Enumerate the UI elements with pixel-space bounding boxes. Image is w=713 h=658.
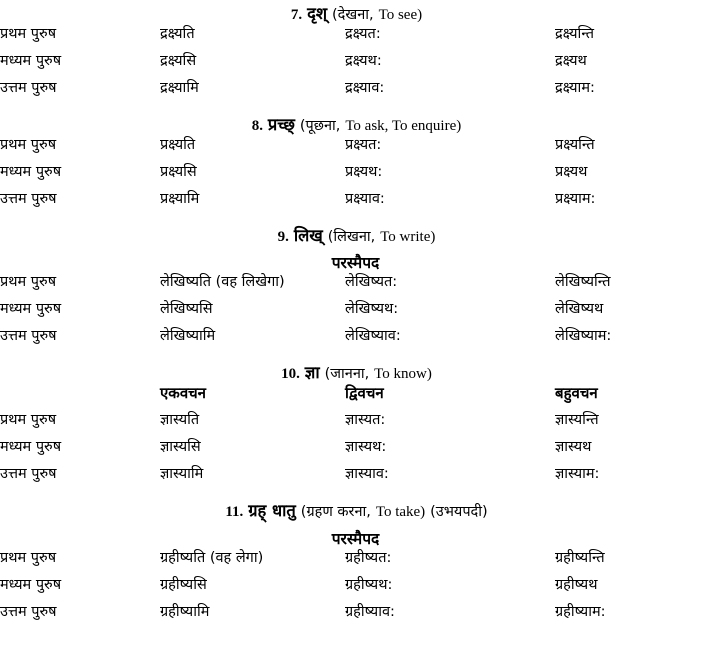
form-plural: द्रक्ष्याम: bbox=[555, 79, 595, 96]
table-row bbox=[0, 440, 713, 467]
section-heading bbox=[0, 222, 713, 249]
form-dual: द्रक्ष्यथ: bbox=[345, 52, 382, 69]
section-number: 8. bbox=[251, 117, 263, 134]
table-row bbox=[0, 302, 713, 329]
form-plural: ग्रहीष्यथ bbox=[555, 576, 598, 593]
form-singular: द्रक्ष्यामि bbox=[160, 79, 199, 96]
table-row bbox=[0, 27, 713, 54]
form-dual: प्रक्ष्यथ: bbox=[345, 163, 383, 180]
form-dual: प्रक्ष्यत: bbox=[345, 136, 382, 153]
person-label: मध्यम पुरुष bbox=[0, 439, 62, 455]
section-number: 9. bbox=[277, 228, 289, 245]
form-dual: द्रक्ष्याव: bbox=[345, 79, 385, 96]
table-row bbox=[0, 81, 713, 108]
form-plural: ग्रहीष्याम: bbox=[555, 603, 606, 620]
form-singular: द्रक्ष्यति bbox=[160, 25, 195, 42]
verb-gloss-hindi: (ग्रहण करना, bbox=[300, 504, 371, 520]
person-label: उत्तम पुरुष bbox=[0, 603, 57, 620]
verb-gloss-english: To ask, To enquire) bbox=[345, 117, 462, 134]
table-row bbox=[0, 138, 713, 165]
person-label: मध्यम पुरुष bbox=[0, 52, 62, 69]
verb-gloss-english: To take) bbox=[375, 504, 426, 520]
column-header-dual: द्विवचन bbox=[345, 384, 384, 402]
table-row bbox=[0, 54, 713, 81]
section-heading bbox=[0, 0, 713, 27]
form-singular: ग्रहीष्यामि bbox=[160, 603, 210, 620]
form-singular: लेखिष्यति (वह लिखेगा) bbox=[160, 274, 285, 291]
verb-root: ज्ञा bbox=[304, 363, 320, 383]
pada-subtitle bbox=[0, 524, 713, 551]
form-plural: द्रक्ष्यथ bbox=[555, 52, 587, 69]
section-heading bbox=[0, 497, 713, 524]
form-dual: ग्रहीष्याव: bbox=[345, 603, 395, 620]
verb-pada-note: (उभयपदी) bbox=[430, 504, 488, 520]
verb-root: दृश् bbox=[307, 4, 328, 23]
form-singular: ग्रहीष्यसि bbox=[160, 576, 207, 593]
form-dual: ज्ञास्याव: bbox=[345, 466, 389, 482]
form-dual: ग्रहीष्यथ: bbox=[345, 576, 393, 593]
form-plural: लेखिष्याम: bbox=[555, 328, 612, 345]
form-singular: प्रक्ष्यति bbox=[160, 136, 196, 153]
table-row bbox=[0, 192, 713, 219]
table-row bbox=[0, 329, 713, 356]
form-plural: द्रक्ष्यन्ति bbox=[555, 25, 595, 42]
verb-section-8 bbox=[0, 111, 713, 219]
person-label: उत्तम पुरुष bbox=[0, 328, 57, 345]
form-singular: ज्ञास्यति bbox=[160, 412, 200, 428]
form-singular: ज्ञास्यसि bbox=[160, 439, 201, 455]
section-number: 10. bbox=[281, 366, 300, 383]
verb-gloss-hindi: (जानना, bbox=[324, 366, 370, 383]
table-header-row bbox=[0, 386, 713, 413]
table-row bbox=[0, 413, 713, 440]
form-plural: ग्रहीष्यन्ति bbox=[555, 549, 605, 566]
form-plural: प्रक्ष्यथ bbox=[555, 163, 588, 180]
verb-root: ग्रह् धातु bbox=[248, 501, 296, 520]
form-dual: लेखिष्यत: bbox=[345, 274, 398, 291]
pada-subtitle bbox=[0, 248, 713, 275]
table-row bbox=[0, 275, 713, 302]
table-row bbox=[0, 165, 713, 192]
table-row bbox=[0, 578, 713, 605]
form-dual: प्रक्ष्याव: bbox=[345, 190, 385, 207]
column-header-singular: एकवचन bbox=[160, 384, 207, 402]
verb-section-9 bbox=[0, 222, 713, 357]
verb-root: प्रच्छ् bbox=[267, 114, 295, 134]
verb-gloss-hindi: (देखना, bbox=[332, 7, 374, 23]
section-number: 7. bbox=[290, 7, 303, 23]
section-heading bbox=[0, 359, 713, 386]
section-number: 11. bbox=[225, 504, 244, 520]
verb-gloss-english: To write) bbox=[380, 228, 436, 245]
verb-section-11 bbox=[0, 497, 713, 632]
form-singular: ज्ञास्यामि bbox=[160, 466, 204, 482]
conjugation-table bbox=[0, 138, 713, 219]
form-plural: ज्ञास्यथ bbox=[555, 439, 592, 455]
form-plural: लेखिष्यन्ति bbox=[555, 274, 611, 291]
verb-section-7 bbox=[0, 0, 713, 108]
form-dual: ज्ञास्यथ: bbox=[345, 439, 387, 455]
form-singular: प्रक्ष्यसि bbox=[160, 163, 197, 180]
verb-root: लिख् bbox=[293, 225, 323, 245]
verb-gloss-hindi: (लिखना, bbox=[327, 228, 376, 245]
person-label: प्रथम पुरुष bbox=[0, 549, 57, 566]
conjugation-table bbox=[0, 386, 713, 494]
form-dual: ग्रहीष्यत: bbox=[345, 549, 392, 566]
conjugation-table bbox=[0, 551, 713, 632]
person-label: प्रथम पुरुष bbox=[0, 274, 57, 291]
form-dual: लेखिष्यथ: bbox=[345, 301, 399, 318]
form-singular: ग्रहीष्यति (वह लेगा) bbox=[160, 549, 264, 566]
form-singular: लेखिष्यसि bbox=[160, 301, 213, 318]
pada-subtitle-text: परस्मैपद bbox=[331, 254, 380, 273]
person-label: प्रथम पुरुष bbox=[0, 136, 57, 153]
form-plural: ज्ञास्यन्ति bbox=[555, 412, 599, 428]
person-label: मध्यम पुरुष bbox=[0, 163, 62, 180]
person-label: प्रथम पुरुष bbox=[0, 25, 57, 42]
table-row bbox=[0, 605, 713, 632]
form-singular: प्रक्ष्यामि bbox=[160, 190, 200, 207]
verb-gloss-english: To know) bbox=[374, 366, 432, 383]
form-plural: लेखिष्यथ bbox=[555, 301, 604, 318]
section-heading bbox=[0, 111, 713, 138]
form-singular: लेखिष्यामि bbox=[160, 328, 216, 345]
column-header-person bbox=[0, 386, 160, 413]
verb-gloss-english: To see) bbox=[378, 7, 423, 23]
form-plural: ज्ञास्याम: bbox=[555, 466, 600, 482]
verb-gloss-hindi: (पूछना, bbox=[299, 117, 341, 134]
conjugation-table bbox=[0, 275, 713, 356]
table-row bbox=[0, 467, 713, 494]
person-label: मध्यम पुरुष bbox=[0, 301, 62, 318]
conjugation-table bbox=[0, 27, 713, 108]
form-dual: लेखिष्याव: bbox=[345, 328, 401, 345]
column-header-plural: बहुवचन bbox=[555, 384, 598, 402]
person-label: उत्तम पुरुष bbox=[0, 190, 57, 207]
pada-subtitle-text: परस्मैपद bbox=[331, 529, 380, 548]
person-label: मध्यम पुरुष bbox=[0, 576, 62, 593]
verb-section-10 bbox=[0, 359, 713, 494]
form-dual: ज्ञास्यत: bbox=[345, 412, 386, 428]
form-plural: प्रक्ष्याम: bbox=[555, 190, 596, 207]
table-row bbox=[0, 551, 713, 578]
form-plural: प्रक्ष्यन्ति bbox=[555, 136, 595, 153]
person-label: प्रथम पुरुष bbox=[0, 412, 57, 428]
person-label: उत्तम पुरुष bbox=[0, 79, 57, 96]
person-label: उत्तम पुरुष bbox=[0, 466, 57, 482]
form-dual: द्रक्ष्यत: bbox=[345, 25, 381, 42]
form-singular: द्रक्ष्यसि bbox=[160, 52, 197, 69]
